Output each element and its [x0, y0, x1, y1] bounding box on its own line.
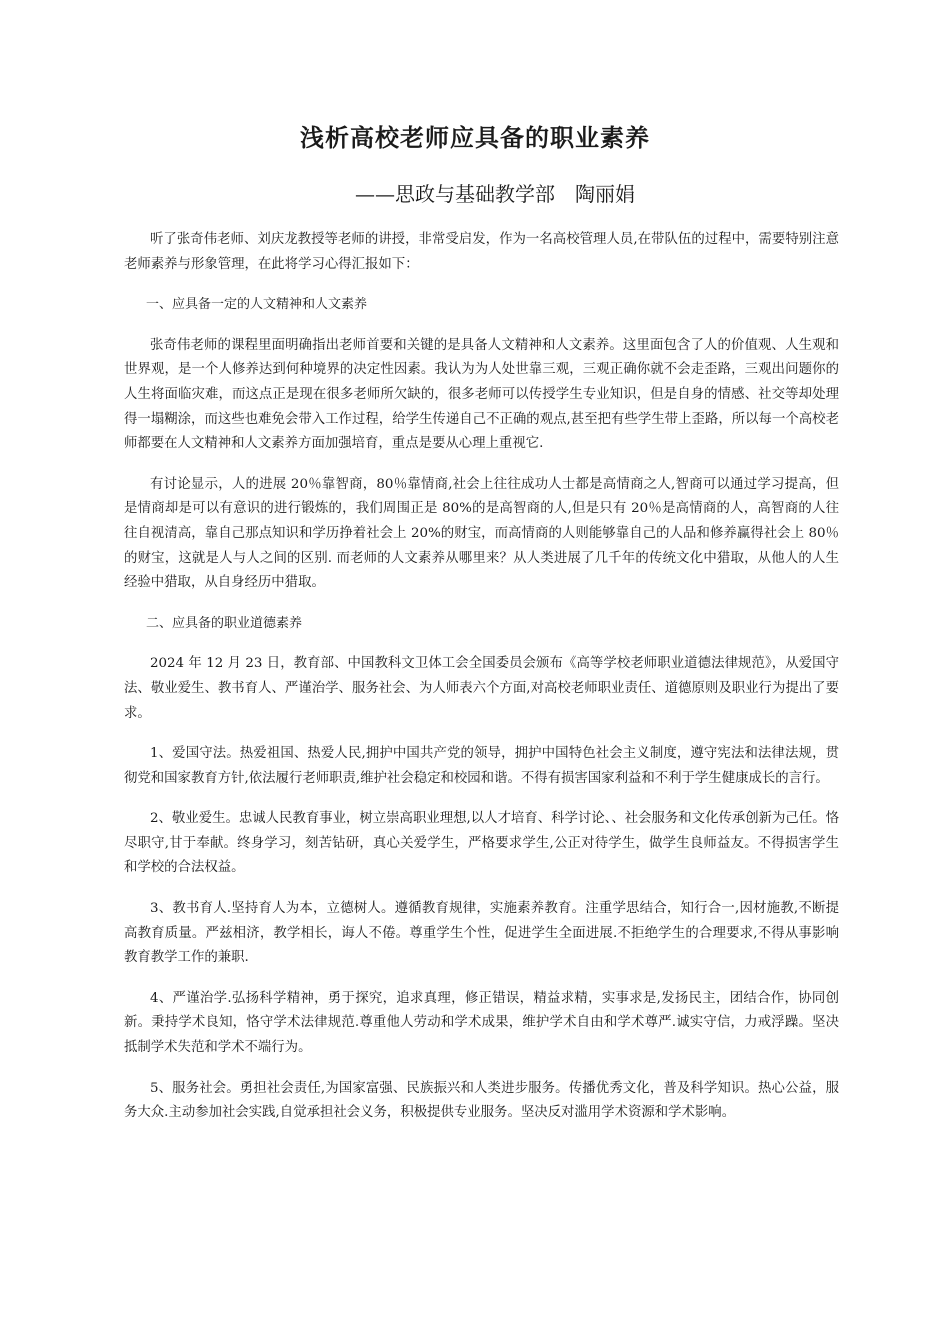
list-item: 4、严谨治学.弘扬科学精神，勇于探究，追求真理，修正错误，精益求精，实事求是,发扬民主，团结合作，协同创新。秉持学术良知，恪守学术法律规范.尊重他人劳动和学术成果，维护学术自由和学术尊严.诚实守信，力戒浮躁。坚决抵制学术失范和学术不端行为。	[124, 990, 839, 1056]
list-item: 1、爱国守法。热爱祖国、热爱人民,拥护中国共产党的领导，拥护中国特色社会主义制度，遵守宪法和法律法规，贯彻党和国家教育方针,依法履行老师职责,维护社会稳定和校园和谐。不得有损害国家利益和不利于学生健康成长的言行。	[124, 746, 839, 786]
section-heading-1: 一、应具备一定的人文精神和人文素养	[146, 297, 368, 313]
list-item: 2、敬业爱生。忠诚人民教育事业，树立崇高职业理想,以人才培育、科学讨论、、社会服务和文化传承创新为己任。恪尽职守,甘于奉献。终身学习，刻苦钻研，真心关爱学生，严格要求学生,公正对待学生，做学生良师益友。不得损害学生和学校的合法权益。	[124, 811, 839, 876]
paragraph: 张奇伟老师的课程里面明确指出老师首要和关键的是具备人文精神和人文素养。这里面包含了人的价值观、人生观和世界观，是一个人修养达到何种境界的决定性因素。我认为为人处世靠三观，三观正确你就不会走歪路，三观出问题你的人生将面临灾难，而这点正是现在很多老师所欠缺的，很多老师可以传授学生专业知识，但是自身的情感、社交等却处理得一塌糊涂，而这些也难免会带入工作过程，给学生传递自己不正确的观点,甚至把有些学生带上歪路，所以每一个高校老师都要在人文精神和人文素养方面加强培育，重点是要从心理上重视它.	[124, 337, 839, 452]
document-title: 浅析高校老师应具备的职业素养	[300, 123, 650, 152]
paragraph: 2024 年 12 月 23 日，教育部、中国教科文卫体工会全国委员会颁布《高等学校老师职业道德法律规范》，从爱国守法、敬业爱生、教书育人、严谨治学、服务社会、为人师表六个方面,对高校老师职业责任、道德原则及职业行为提出了要求。	[124, 656, 839, 721]
document-body	[124, 228, 839, 1126]
paragraph-intro: 听了张奇伟老师、刘庆龙教授等老师的讲授，非常受启发，作为一名高校管理人员,在带队伍的过程中，需要特别注意老师素养与形象管理，在此将学习心得汇报如下：	[124, 232, 839, 272]
list-item: 3、教书育人.坚持育人为本，立德树人。遵循教育规律，实施素养教育。注重学思结合，知行合一,因材施教,不断提高教育质量。严兹相济，教学相长，诲人不倦。尊重学生个性，促进学生全面进展.不拒绝学生的合理要求,不得从事影响教育教学工作的兼职.	[124, 901, 839, 966]
paragraph: 有讨论显示，人的进展 20％靠智商，80％靠情商,社会上往往成功人士都是高情商之人,智商可以通过学习提高，但是情商却是可以有意识的进行锻炼的，我们周围正是 80%的是高智商的人,但是只有 20％是高情商的人，高智商的人往往自视清高，靠自己那点知识和学历挣着社会上 20%的财宝，而高情商的人则能够靠自己的人品和修养赢得社会上 80％的财宝，这就是人与人之间的区别. 而老师的人文素养从哪里来？从人类进展了几千年的传统文化中猎取，从他人的人生经验中猎取，从自身经历中猎取。	[124, 476, 839, 591]
list-item: 5、服务社会。勇担社会责任,为国家富强、民族振兴和人类进步服务。传播优秀文化，普及科学知识。热心公益，服务大众.主动参加社会实践,自觉承担社会义务，积极提供专业服务。坚决反对滥用学术资源和学术影响。	[124, 1080, 839, 1121]
section-heading-2: 二、应具备的职业道德素养	[146, 615, 303, 631]
document-subtitle: ——思政与基础教学部 陶丽娟	[355, 182, 635, 206]
